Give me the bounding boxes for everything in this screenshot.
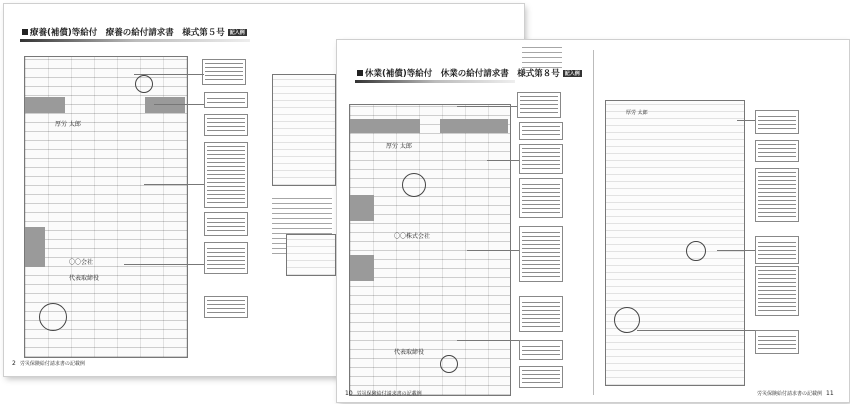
callout-note bbox=[519, 178, 563, 218]
back-title-rule bbox=[20, 39, 250, 42]
page-gutter bbox=[593, 50, 594, 395]
title-square-icon bbox=[22, 29, 28, 35]
callout-leader-line bbox=[144, 184, 204, 185]
callout-note bbox=[755, 110, 799, 134]
callout-leader-line bbox=[637, 330, 755, 331]
handwritten-title: 代表取締役 bbox=[394, 349, 425, 356]
front-right-page-number: 11 bbox=[826, 390, 834, 397]
callout-leader-line bbox=[457, 340, 519, 341]
front-page-tag: 記入例 bbox=[564, 71, 580, 77]
callout-note bbox=[204, 242, 248, 274]
form-stamp-circle bbox=[402, 173, 426, 197]
callout-leader-line bbox=[457, 106, 517, 107]
callout-leader-line bbox=[717, 250, 755, 251]
callout-note bbox=[519, 144, 563, 174]
back-page-title: 療養(補償)等給付 療養の給付請求書 様式第５号 記入例 bbox=[22, 26, 247, 38]
back-footer-text: 労災保険給付請求書の記載例 bbox=[19, 361, 85, 367]
form-shaded-cell bbox=[350, 195, 374, 221]
title-square-icon bbox=[357, 70, 363, 76]
callout-note bbox=[204, 142, 248, 208]
handwritten-name: 厚労 太郎 bbox=[386, 143, 412, 150]
back-right-small-form bbox=[286, 234, 336, 276]
front-page-title: 休業(補償)等給付 休業の給付請求書 様式第８号 記入例 bbox=[357, 67, 582, 79]
callout-leader-line bbox=[487, 160, 519, 161]
callout-note bbox=[755, 266, 799, 316]
handwritten-company: 〇〇株式会社 bbox=[394, 233, 431, 240]
callout-leader-line bbox=[124, 264, 204, 265]
form-shaded-cell bbox=[350, 255, 374, 281]
front-left-page-number: 10 bbox=[345, 390, 353, 397]
callout-note bbox=[202, 59, 246, 85]
handwritten-title: 代表取締役 bbox=[69, 275, 100, 282]
back-page-tag: 記入例 bbox=[229, 30, 245, 36]
highlight-circle bbox=[686, 241, 706, 261]
callout-note bbox=[755, 330, 799, 354]
form-stamp-circle bbox=[440, 355, 458, 373]
front-left-footer-text: 労災保険給付請求書の記載例 bbox=[356, 391, 422, 397]
form-shaded-cell bbox=[440, 119, 508, 133]
callout-leader-line bbox=[737, 120, 755, 121]
front-left-footer bbox=[345, 390, 422, 397]
callout-note bbox=[755, 140, 799, 162]
callout-note bbox=[204, 92, 248, 108]
callout-note bbox=[519, 296, 563, 332]
callout-note bbox=[519, 340, 563, 360]
form-shaded-cell bbox=[145, 97, 185, 113]
callout-note bbox=[519, 122, 563, 140]
handwritten-name: 厚労 太郎 bbox=[55, 121, 81, 128]
back-page-footer bbox=[12, 360, 85, 367]
back-page-number: 2 bbox=[12, 360, 16, 367]
front-right-form bbox=[605, 100, 745, 386]
back-form bbox=[24, 56, 188, 358]
callout-note bbox=[519, 366, 563, 388]
front-right-footer-text: 労災保険給付請求書の記載例 bbox=[757, 391, 823, 397]
callout-note bbox=[755, 236, 799, 264]
form-shaded-cell bbox=[25, 227, 45, 267]
callout-leader-line bbox=[134, 74, 204, 75]
callout-note bbox=[519, 226, 563, 282]
callout-note bbox=[755, 168, 799, 222]
front-title-rule bbox=[355, 80, 515, 83]
handwritten-company: 〇〇会社 bbox=[69, 259, 94, 266]
handwritten-name: 厚労 太郎 bbox=[626, 110, 648, 116]
callout-note bbox=[204, 212, 248, 236]
callout-leader-line bbox=[467, 250, 519, 251]
callout-note bbox=[517, 92, 561, 118]
back-right-form bbox=[272, 74, 336, 186]
form-stamp-circle bbox=[39, 303, 67, 331]
callout-note bbox=[204, 296, 248, 318]
form-shaded-cell bbox=[350, 119, 420, 133]
form-stamp-circle bbox=[135, 75, 153, 93]
form-shaded-cell bbox=[25, 97, 65, 113]
callout-note bbox=[204, 114, 248, 136]
corner-note bbox=[522, 46, 562, 68]
front-right-footer bbox=[757, 390, 834, 397]
front-page-spread bbox=[337, 40, 849, 402]
callout-leader-line bbox=[154, 104, 204, 105]
